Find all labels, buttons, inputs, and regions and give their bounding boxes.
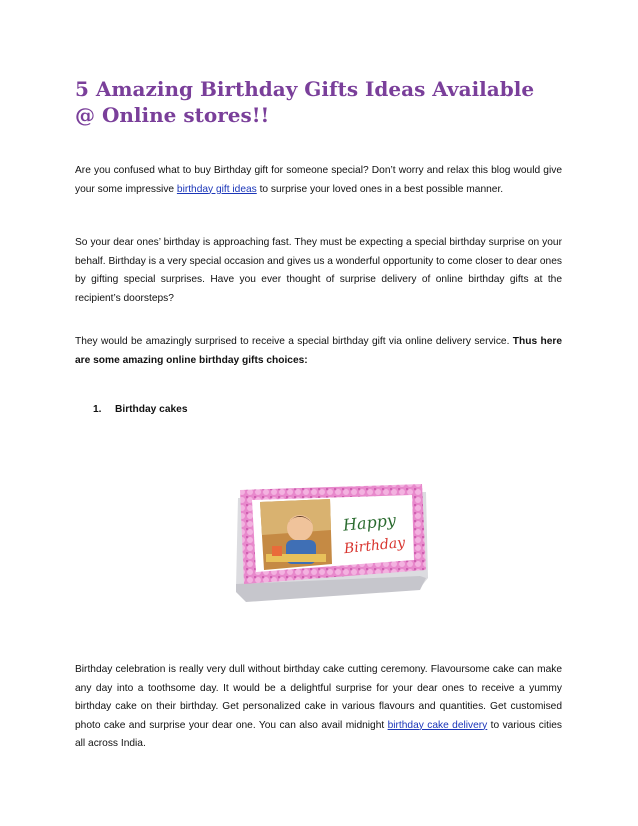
child-face: [287, 515, 313, 541]
birthday-gift-ideas-link[interactable]: birthday gift ideas: [176, 183, 257, 195]
list-item-birthday-cakes: [93, 401, 187, 419]
choices-text: They would be amazingly surprised to receive a special birthday gift via online delivery service.: [75, 336, 513, 347]
page-title: 5 Amazing Birthday Gifts Ideas Available @ Online stores!!: [75, 77, 535, 127]
cake-text-birthday: Birthday: [343, 534, 406, 558]
intro-text-before: Are you confused what to buy Birthday gift for someone special? Don’t worry and relax this blog would give your some impressive: [75, 165, 562, 195]
choices-bold-text: Thus here are some amazing online birthday gifts choices:: [75, 336, 562, 366]
list-label: Birthday cakes: [115, 404, 188, 415]
cake-text-before: Birthday celebration is really very dull without birthday cake cutting ceremony. Flavoursome cake can make any day into a toothsome day. It would be a delightful surprise for your dear ones to receive a yummy birthday cake on their birthday. Get personalized cake in various flavours and quantities. Get customised photo cake and surprise your dear one. You can also avail midnight: [75, 664, 562, 731]
choices-paragraph: [75, 333, 562, 370]
list-number: 1.: [93, 404, 102, 415]
intro-paragraph: [75, 162, 562, 199]
birthday-cake-delivery-link[interactable]: birthday cake delivery: [387, 719, 488, 731]
occasion-paragraph: So your dear ones’ birthday is approaching fast. They must be expecting a special birthday surprise on your behalf. Birthday is a very special occasion and gives us a wonderful opportunity to come closer to dear ones by gifting special surprises. Have you ever thought of surprise delivery of online birthday gifts at the recipient’s doorsteps?: [75, 237, 562, 304]
cake-text-happy: Happy: [342, 510, 397, 535]
cake-paragraph: [75, 661, 562, 754]
birthday-cake-image: [230, 480, 430, 610]
cake-text-after: to various cities all across India.: [75, 719, 562, 750]
intro-text-after: to surprise your loved ones in a best possible manner.: [256, 183, 504, 195]
